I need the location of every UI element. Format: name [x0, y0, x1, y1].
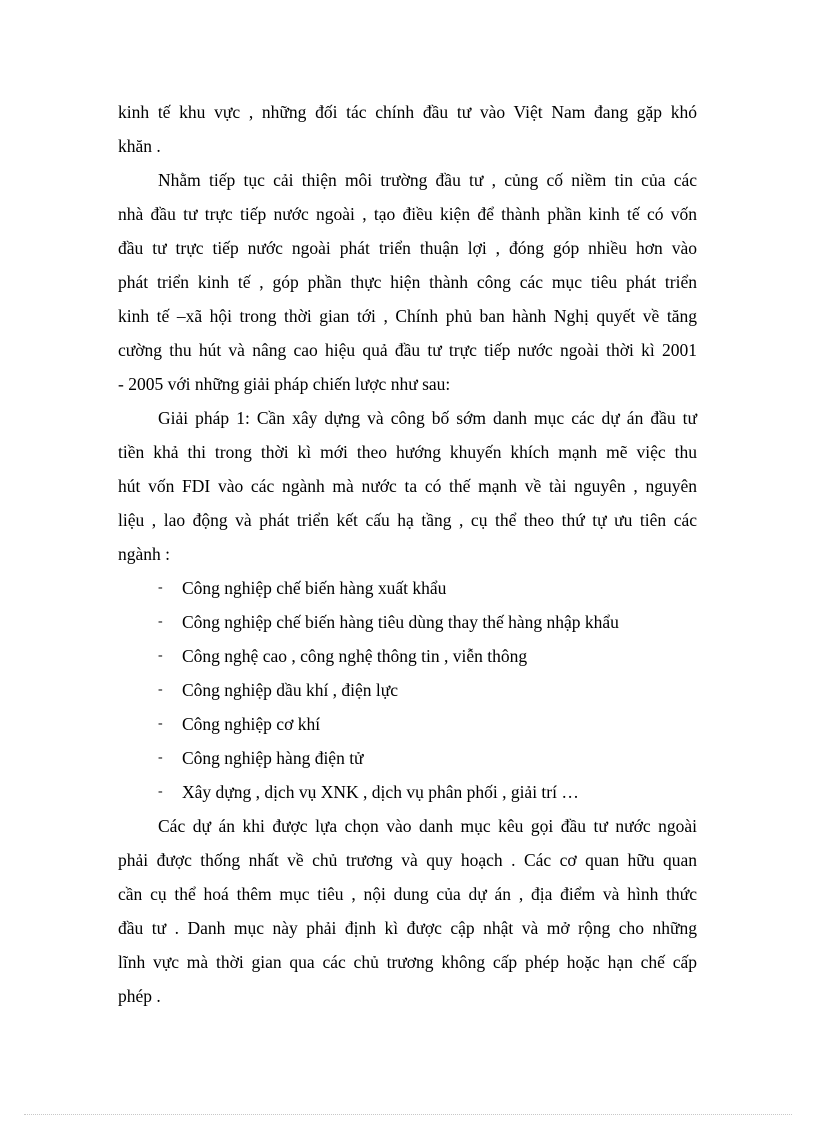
paragraph-line: đầu tư trực tiếp nước ngoài phát triển thuận lợi , đóng góp nhiều hơn vào [118, 238, 697, 258]
bullet-dash: - [158, 682, 163, 697]
paragraph-line: phép . [118, 986, 161, 1006]
list-item-text: Công nghiệp dầu khí , điện lực [182, 680, 399, 700]
list-item [118, 639, 697, 673]
bullet-dash: - [158, 784, 163, 799]
bullet-dash: - [158, 716, 163, 731]
list-item-text: Công nghiệp cơ khí [182, 714, 321, 734]
footer-divider [24, 1114, 792, 1115]
paragraph-line: Các dự án khi được lựa chọn vào danh mục kêu gọi đầu tư nước ngoài [158, 816, 697, 836]
paragraph-line: - 2005 với những giải pháp chiến lược như sau: [118, 374, 451, 394]
list-item [118, 673, 697, 707]
bullet-dash: - [158, 614, 163, 629]
list-item [118, 707, 697, 741]
paragraph-2 [118, 163, 697, 401]
list-item-text: Công nghiệp chế biến hàng xuất khẩu [182, 578, 447, 598]
paragraph-line: kinh tế –xã hội trong thời gian tới , Chính phủ ban hành Nghị quyết về tăng [118, 306, 697, 326]
list-item [118, 775, 697, 809]
industry-priority-list [118, 571, 697, 809]
document-page [118, 95, 697, 1013]
paragraph-line: đầu tư . Danh mục này phải định kì được cập nhật và mở rộng cho những [118, 918, 697, 938]
paragraph-line: cường thu hút và nâng cao hiệu quả đầu tư trực tiếp nước ngoài thời kì 2001 [118, 340, 697, 360]
paragraph-line: hút vốn FDI vào các ngành mà nước ta có thế mạnh về tài nguyên , nguyên [118, 476, 697, 496]
paragraph-3 [118, 401, 697, 571]
list-item-text: Xây dựng , dịch vụ XNK , dịch vụ phân phối , giải trí … [182, 782, 579, 802]
paragraph-line: kinh tế khu vực , những đối tác chính đầu tư vào Việt Nam đang gặp khó [118, 102, 697, 122]
paragraph-line: Nhằm tiếp tục cải thiện môi trường đầu tư , củng cố niềm tin của các [158, 170, 697, 190]
bullet-dash: - [158, 750, 163, 765]
paragraph-line: phát triển kinh tế , góp phần thực hiện thành công các mục tiêu phát triển [118, 272, 697, 292]
paragraph-line: tiền khả thi trong thời kì mới theo hướng khuyến khích mạnh mẽ việc thu [118, 442, 697, 462]
paragraph-line: Giải pháp 1: Cần xây dựng và công bố sớm danh mục các dự án đầu tư [158, 408, 697, 428]
paragraph-line: liệu , lao động và phát triển kết cấu hạ tầng , cụ thể theo thứ tự ưu tiên các [118, 510, 697, 530]
paragraph-line: cần cụ thể hoá thêm mục tiêu , nội dung của dự án , địa điểm và hình thức [118, 884, 697, 904]
paragraph-line: lĩnh vực mà thời gian qua các chủ trương không cấp phép hoặc hạn chế cấp [118, 952, 697, 972]
list-item-text: Công nghệ cao , công nghệ thông tin , viễn thông [182, 646, 528, 666]
paragraph-4 [118, 809, 697, 1013]
bullet-dash: - [158, 580, 163, 595]
paragraph-line: khăn . [118, 136, 161, 156]
paragraph-line: phải được thống nhất về chủ trương và quy hoạch . Các cơ quan hữu quan [118, 850, 697, 870]
list-item-text: Công nghiệp chế biến hàng tiêu dùng thay thế hàng nhập khẩu [182, 612, 619, 632]
list-item [118, 605, 697, 639]
list-item [118, 571, 697, 605]
paragraph-line: nhà đầu tư trực tiếp nước ngoài , tạo điều kiện để thành phần kinh tế có vốn [118, 204, 697, 224]
list-item-text: Công nghiệp hàng điện tử [182, 748, 364, 768]
paragraph-line: ngành : [118, 544, 171, 564]
bullet-dash: - [158, 648, 163, 663]
paragraph-1 [118, 95, 697, 163]
list-item [118, 741, 697, 775]
